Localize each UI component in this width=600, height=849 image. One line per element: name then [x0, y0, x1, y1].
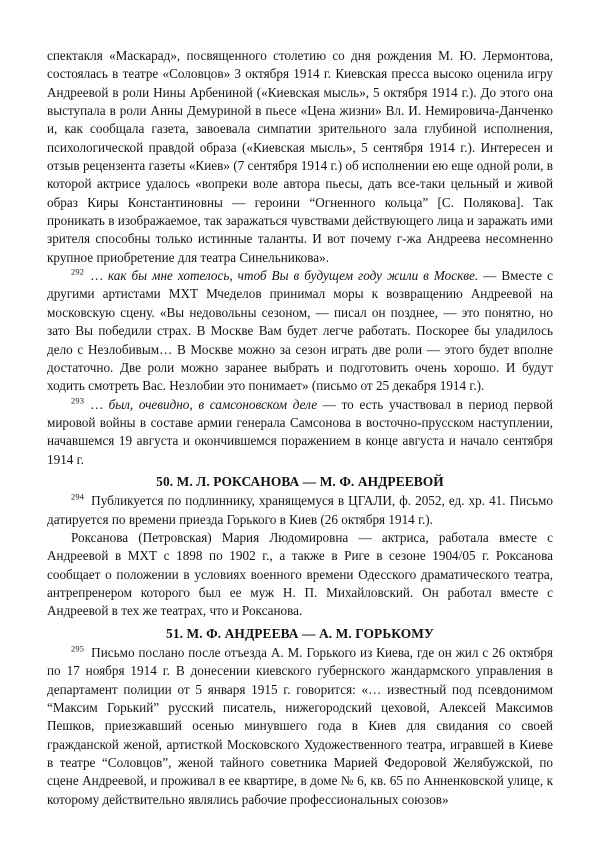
footnote-lemma-293: … был, очевидно, в самсоновском деле: [91, 396, 318, 412]
footnote-body-294: Публикуется по подлиннику, хранящемуся в ЦГАЛИ, ф. 2052, ед. хр. 41. Письмо датируется по времени приезда Горького в Киев (26 октября 1914 г.).: [47, 493, 553, 527]
footnote-number-295: 295: [71, 644, 85, 654]
footnote-292: [47, 267, 553, 395]
section-heading-50: 50. М. Л. РОКСАНОВА — М. Ф. АНДРЕЕВОЙ: [156, 474, 444, 490]
footnote-body-295: Письмо послано после отъезда А. М. Горького из Киева, где он жил с 26 октября по 17 ноября 1914 г. В донесении киевского губернского жандармского управления в департамент полиции от 5 января 1915 г. говорится: «… известный под псевдонимом “Максим Горький” русский писатель, нижегородский цеховой, Алексей Максимов Пешков, приезжавший осенью минувшего года в Киев для свидания со своей гражданской женой, артисткой Московского Художественного театра, игравшей в Киеве в театре “Соловцов”, женой тайного советника Марией Федоровой Желябужской, по сцене Андреевой, и проживал в ее квартире, в доме № 6, кв. 65 по Анненковской улице, к которому действительно являлись рабочие профессиональных союзов»: [47, 645, 553, 807]
section-heading-51: 51. М. Ф. АНДРЕЕВА — А. М. ГОРЬКОМУ: [166, 626, 434, 642]
footnote-number-292: 292: [71, 267, 85, 277]
footnote-number-293: 293: [71, 396, 85, 406]
footnote-293: [47, 396, 553, 469]
footnote-body-292: — Вместе с другими артистами МХТ Мчеделов принимал моры к возвращению Андреевой на московскую сцену. «Вы недовольны сезоном, — писал он позднее, — это понятно, но зато Вы победили страх. В Москве Вам будет легче работать. Поскорее бы уладилось дело с Незлобивым… В Москве можно за сезон играть две роли — этого будет вполне достаточно. Две роли можно заранее выбрать и подготовить очень хорошо. И будут ходить смотреть Вас. Незлобии это понимает» (письмо от 25 декабря 1914 г.).: [47, 268, 553, 394]
footnote-number-294: 294: [71, 492, 85, 502]
footnote-294: [47, 492, 553, 529]
footnote-body-293: — то есть участвовал в период первой мировой войны в составе армии генерала Самсонова в восточно-прусском наступлении, начавшемся 19 августа и окончившемся поражением в конце августа и начало сентября 1914 г.: [47, 396, 553, 467]
paragraph-roksanova: Роксанова (Петровская) Мария Людомировна — актриса, работала вместе с Андреевой в МХТ с 1898 по 1902 г., а также в Риге в сезоне 1904/05 г. Роксанова сообщает о положении в условиях военного времени Одесского драматического театра, антрепренером которого был ее муж Н. П. Михайловский. Он работал вместе с Андреевой в тех же театрах, что и Роксанова.: [47, 529, 553, 619]
paragraph-continuation: спектакля «Маскарад», посвященного столетию со дня рождения М. Ю. Лермонтова, состоялась в театре «Соловцов» 3 октября 1914 г. Киевская пресса высоко оценила игру Андреевой в роли Нины Арбениной («Киевская мысль», 5 октября 1914 г.). До этого она выступала в роли Анны Демуриной в пьесе «Цена жизни» Вл. И. Немировича-Данченко и, как сообщала газета, завоевала симпатии зрительного зала глубиной исполнения, психологической правдой образа («Киевская мысль», 5 сентября 1914 г.). Интересен и отзыв рецензента газеты «Киев» (7 сентября 1914 г.) об исполнении ею еще одной роли, в которой актрисе удалось «вопреки воле автора пьесы, дать все-таки цельный и живой образ Киры Константиновны — героини “Огненного кольца” [С. Полякова]. Так проникать в изображаемое, так заражаться чувствами действующего лица и заражать ими зрителя способны только истинные таланты. И вот почему г-жа Андреева несомненно крупное приобретение для театра Синельникова».: [47, 48, 553, 265]
footnote-295: [47, 644, 553, 809]
footnote-lemma-292: … как бы мне хотелось, чтоб Вы в будущем году жили в Москве.: [91, 268, 479, 284]
